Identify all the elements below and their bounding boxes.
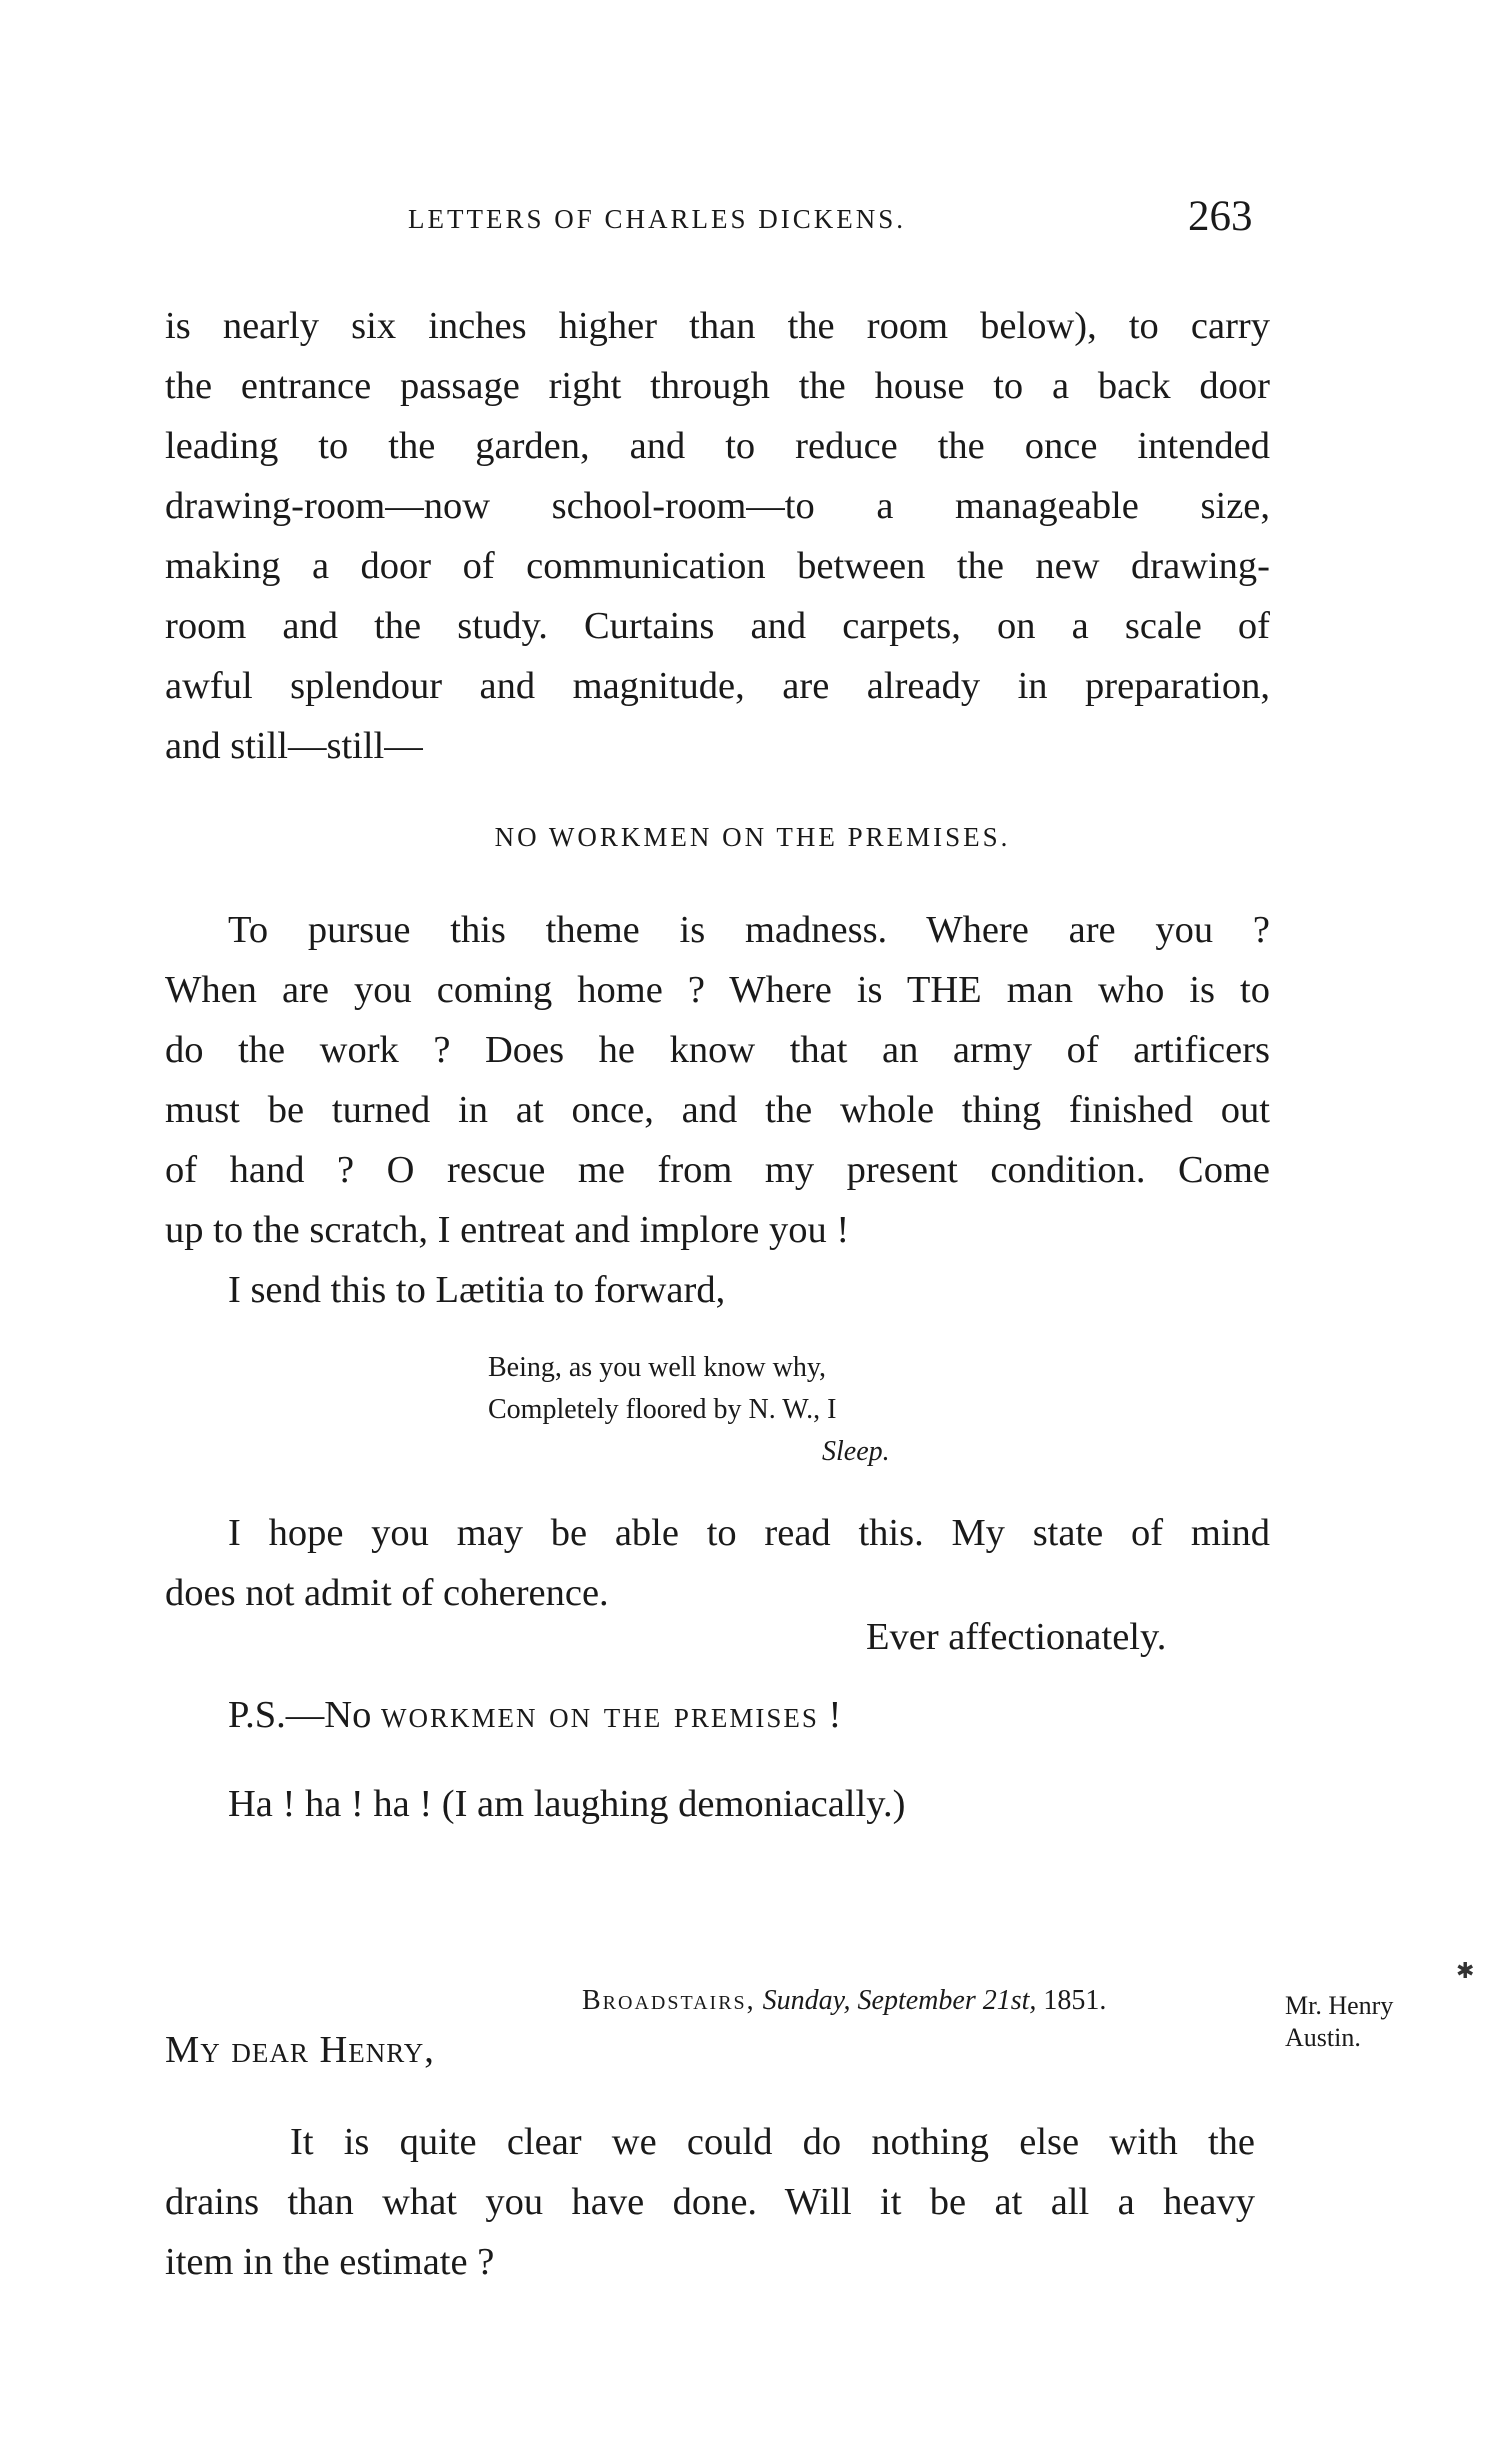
text-line: the entrance passage right through the house to a back door — [165, 365, 1270, 407]
text-line: room and the study. Curtains and carpets, on a scale of — [165, 605, 1270, 647]
text-line: It is quite clear we could do nothing else with the — [290, 2121, 1255, 2163]
postscript-prefix: P.S.—No — [228, 1694, 372, 1736]
text-line: I hope you may be able to read this. My state of mind — [228, 1512, 1270, 1554]
text-line: I send this to Lætitia to forward, — [228, 1269, 726, 1311]
text-line: must be turned in at once, and the whole thing finished out — [165, 1089, 1270, 1131]
dateline-place: Broadstairs, — [582, 1985, 756, 2016]
sidenote-recipient: Mr. Henry — [1285, 1991, 1394, 2020]
postscript-laugh: Ha ! ha ! ha ! (I am laughing demoniacally.) — [228, 1783, 906, 1825]
text-line: and still—still— — [165, 725, 423, 767]
signoff: Ever affectionately. — [866, 1616, 1167, 1658]
dateline-day: Sunday, September — [762, 1985, 976, 2016]
postscript — [228, 1693, 841, 1737]
text-line: leading to the garden, and to reduce the once intended — [165, 425, 1270, 467]
text-line: of hand ? O rescue me from my present condition. Come — [165, 1149, 1270, 1191]
text-line: To pursue this theme is madness. Where are you ? — [228, 909, 1270, 951]
page-number: 263 — [1188, 193, 1253, 240]
verse-line: Being, as you well know why, — [488, 1352, 827, 1383]
text-line: When are you coming home ? Where is THE man who is to — [165, 969, 1270, 1011]
text-line: is nearly six inches higher than the room below), to carry — [165, 305, 1270, 347]
text-line: does not admit of coherence. — [165, 1572, 609, 1614]
dateline — [582, 1985, 1106, 2017]
margin-mark: ✱ — [1456, 1958, 1475, 1983]
dateline-ordinal: 21st, — [982, 1985, 1037, 2016]
dateline-year: 1851. — [1043, 1985, 1107, 2016]
section-heading: NO WORKMEN ON THE PREMISES. — [494, 822, 1011, 852]
verse-line: Sleep. — [822, 1436, 890, 1467]
postscript-suffix: ! — [828, 1694, 842, 1736]
text-line: drains than what you have done. Will it be at all a heavy — [165, 2181, 1255, 2223]
text-line: up to the scratch, I entreat and implore you ! — [165, 1209, 850, 1251]
text-line: awful splendour and magnitude, are already in preparation, — [165, 665, 1270, 707]
text-line: item in the estimate ? — [165, 2241, 495, 2283]
text-line: drawing-room—now school-room—to a manageable size, — [165, 485, 1270, 527]
running-title: LETTERS OF CHARLES DICKENS. — [408, 204, 907, 234]
postscript-caps: workmen on the premises — [381, 1694, 819, 1736]
verse-line: Completely floored by N. W., I — [488, 1394, 837, 1425]
salutation: My dear Henry, — [165, 2029, 435, 2071]
text-line: making a door of communication between the new drawing- — [165, 545, 1270, 587]
text-line: do the work ? Does he know that an army of artificers — [165, 1029, 1270, 1071]
sidenote-recipient: Austin. — [1285, 2023, 1361, 2052]
